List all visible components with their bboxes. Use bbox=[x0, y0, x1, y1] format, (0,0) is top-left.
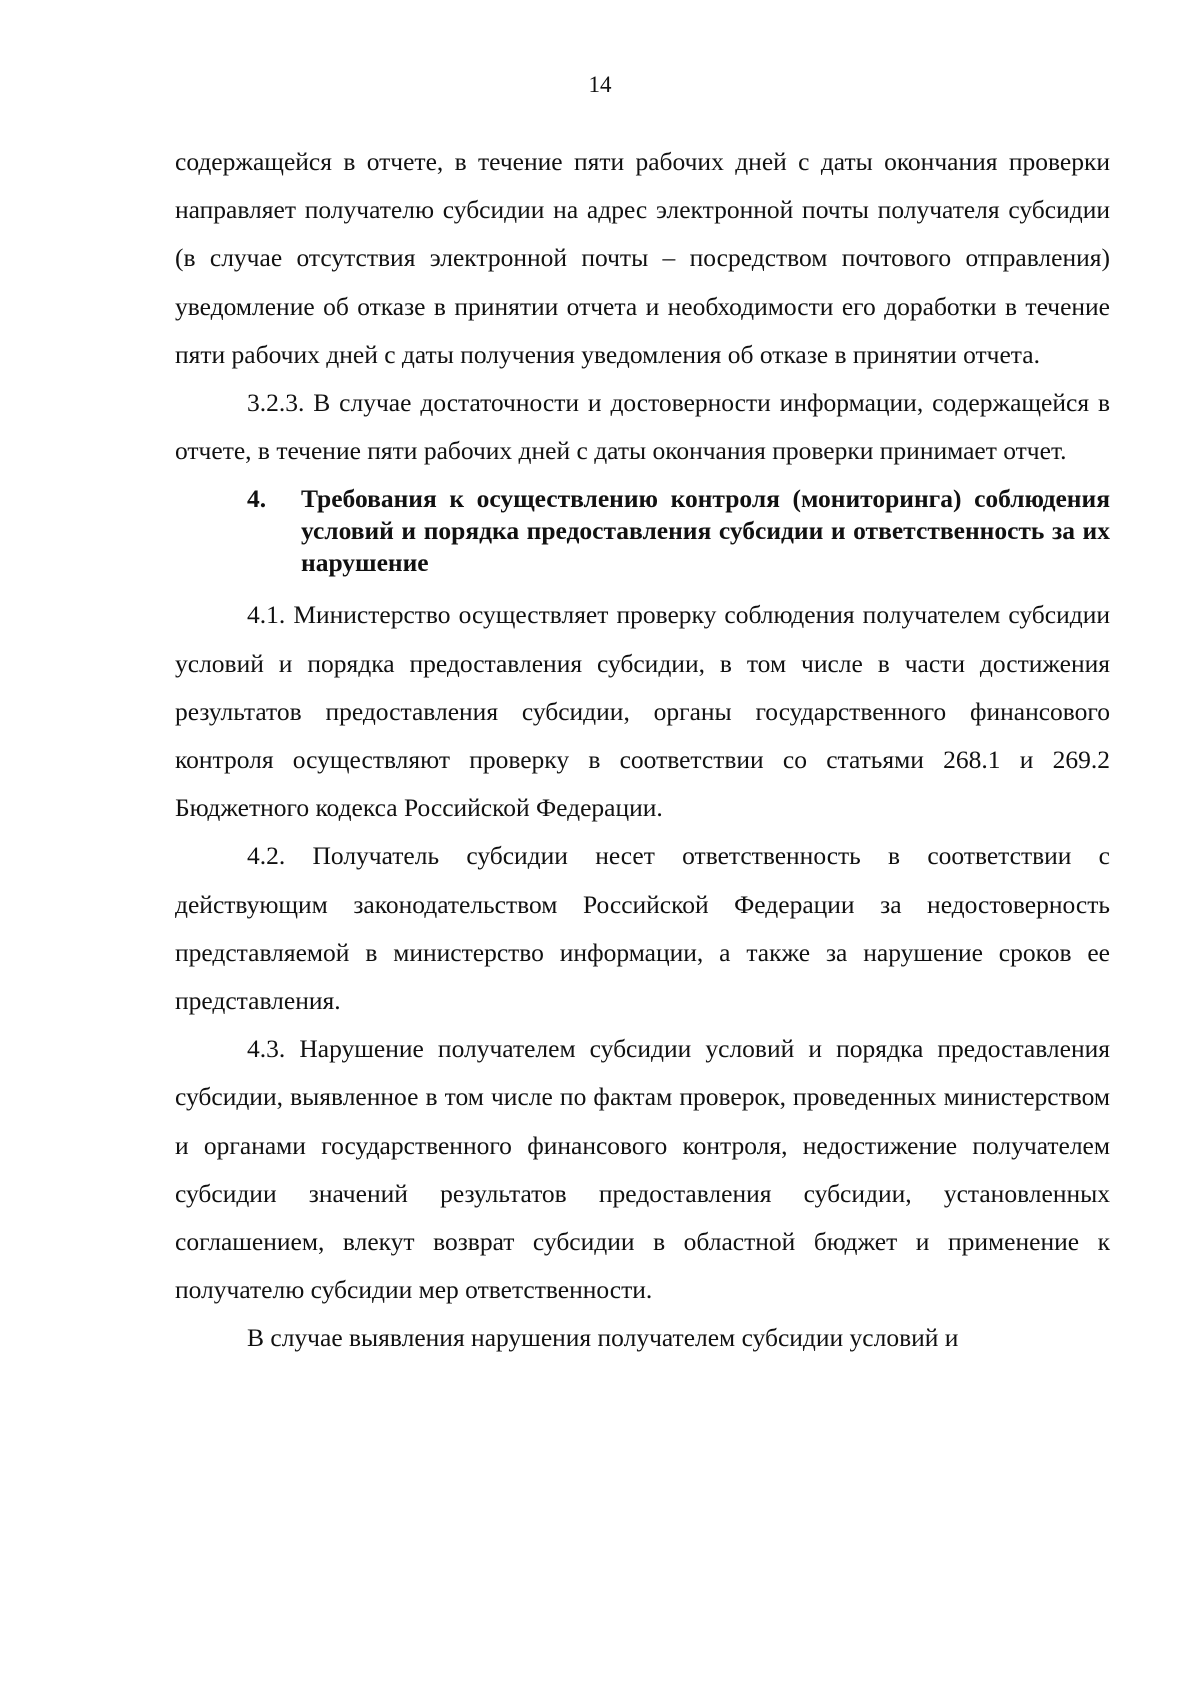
page-number: 14 bbox=[588, 72, 612, 97]
paragraph-continuation: содержащейся в отчете, в течение пяти рабочих дней с даты окончания проверки направляет получателю субсидии на адрес электронной почты получателя субсидии (в случае отсутствия электронной почты – посредством почтового отправления) уведомление об отказе в принятии отчета и необходимости его доработки в течение пяти рабочих дней с даты получения уведомления об отказе в принятии отчета. bbox=[175, 147, 1110, 369]
section-heading bbox=[247, 483, 1110, 579]
paragraph-4-3: 4.3. Нарушение получателем субсидии условий и порядка предоставления субсидии, выявленное в том числе по фактам проверок, проведенных министерством и органами государственного финансового контроля, недостижение получателем субсидии значений результатов предоставления субсидии, установленных соглашением, влекут возврат субсидии в областной бюджет и применение к получателю субсидии мер ответственности. bbox=[175, 1034, 1110, 1305]
paragraph-violation: В случае выявления нарушения получателем субсидии условий и bbox=[247, 1323, 959, 1353]
paragraph-4-2: 4.2. Получатель субсидии несет ответственность в соответствии с действующим законодательством Российской Федерации за недостоверность представляемой в министерство информации, а также за нарушение сроков ее представления. bbox=[175, 841, 1110, 1016]
paragraph-3-2-3: 3.2.3. В случае достаточности и достоверности информации, содержащейся в отчете, в течение пяти рабочих дней с даты окончания проверки принимает отчет. bbox=[175, 388, 1110, 466]
section-number: 4. bbox=[247, 484, 267, 514]
document-body bbox=[175, 138, 1110, 1363]
paragraph-4-1: 4.1. Министерство осуществляет проверку соблюдения получателем субсидии условий и порядка предоставления субсидии, в том числе в части достижения результатов предоставления субсидии, органы государственного финансового контроля осуществляют проверку в соответствии со статьями 268.1 и 269.2 Бюджетного кодекса Российской Федерации. bbox=[175, 600, 1110, 823]
section-title: Требования к осуществлению контроля (мониторинга) соблюдения условий и порядка предоставления субсидии и ответственность за их нарушение bbox=[301, 484, 1110, 578]
